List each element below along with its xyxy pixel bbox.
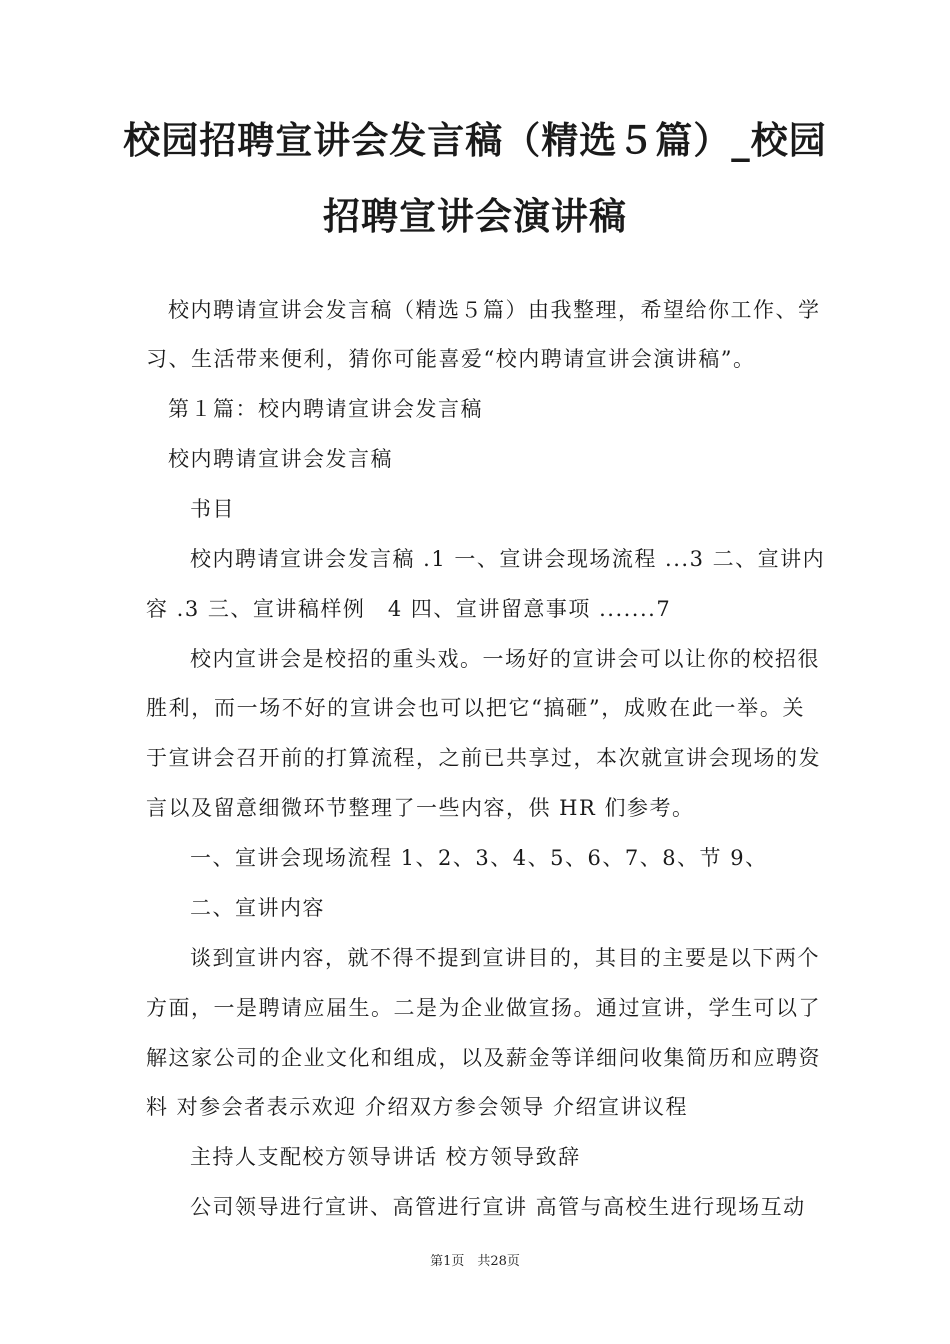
intro-paragraph-line-1: 校内聘请宣讲会发言稿（精选５篇）由我整理，希望给你工作、学: [168, 298, 821, 322]
section-heading-1: 一、宣讲会现场流程 1、2、3、4、5、6、7、8、节 9、: [190, 846, 768, 870]
document-title-line-2: 招聘宣讲会演讲稿: [323, 194, 627, 238]
paragraph-line: 于宣讲会召开前的打算流程，之前已共享过，本次就宣讲会现场的发: [146, 746, 821, 770]
toc-line-1: 校内聘请宣讲会发言稿 .1 一、宣讲会现场流程 ...3 二、宣讲内: [190, 547, 826, 571]
paragraph-line: 公司领导进行宣讲、高管进行宣讲 高管与高校生进行现场互动: [190, 1195, 806, 1219]
paragraph-line: 方面，一是聘请应届生。二是为企业做宣扬。通过宣讲，学生可以了: [146, 996, 821, 1020]
toc-heading: 书目: [190, 497, 235, 521]
page-number-footer: 第1页 共28页: [430, 1254, 520, 1269]
section-heading-part-1: 第１篇：校内聘请宣讲会发言稿: [168, 397, 483, 421]
paragraph-line: 谈到宣讲内容，就不得不提到宣讲目的，其目的主要是以下两个: [190, 946, 820, 970]
paragraph-line: 料 对参会者表示欢迎 介绍双方参会领导 介绍宣讲议程: [146, 1095, 689, 1119]
intro-paragraph-line-2: 习、生活带来便利，猜你可能喜爱“校内聘请宣讲会演讲稿”。: [146, 347, 756, 371]
subheading: 校内聘请宣讲会发言稿: [168, 447, 393, 471]
paragraph-line: 胜利，而一场不好的宣讲会也可以把它“搞砸”，成败在此一举。关: [146, 696, 805, 720]
paragraph-line: 主持人支配校方领导讲话 校方领导致辞: [190, 1145, 581, 1169]
section-heading-2: 二、宣讲内容: [190, 896, 325, 920]
paragraph-line: 校内宣讲会是校招的重头戏。一场好的宣讲会可以让你的校招很: [190, 647, 820, 671]
paragraph-line: 言以及留意细微环节整理了一些内容，供 HR 们参考。: [146, 796, 695, 820]
toc-line-2: 容 .3 三、宣讲稿样例 4 四、宣讲留意事项 .......7: [146, 597, 672, 621]
document-title-line-1: 校园招聘宣讲会发言稿（精选５篇）_校园: [123, 118, 827, 162]
paragraph-line: 解这家公司的企业文化和组成，以及薪金等详细问收集简历和应聘资: [146, 1046, 821, 1070]
